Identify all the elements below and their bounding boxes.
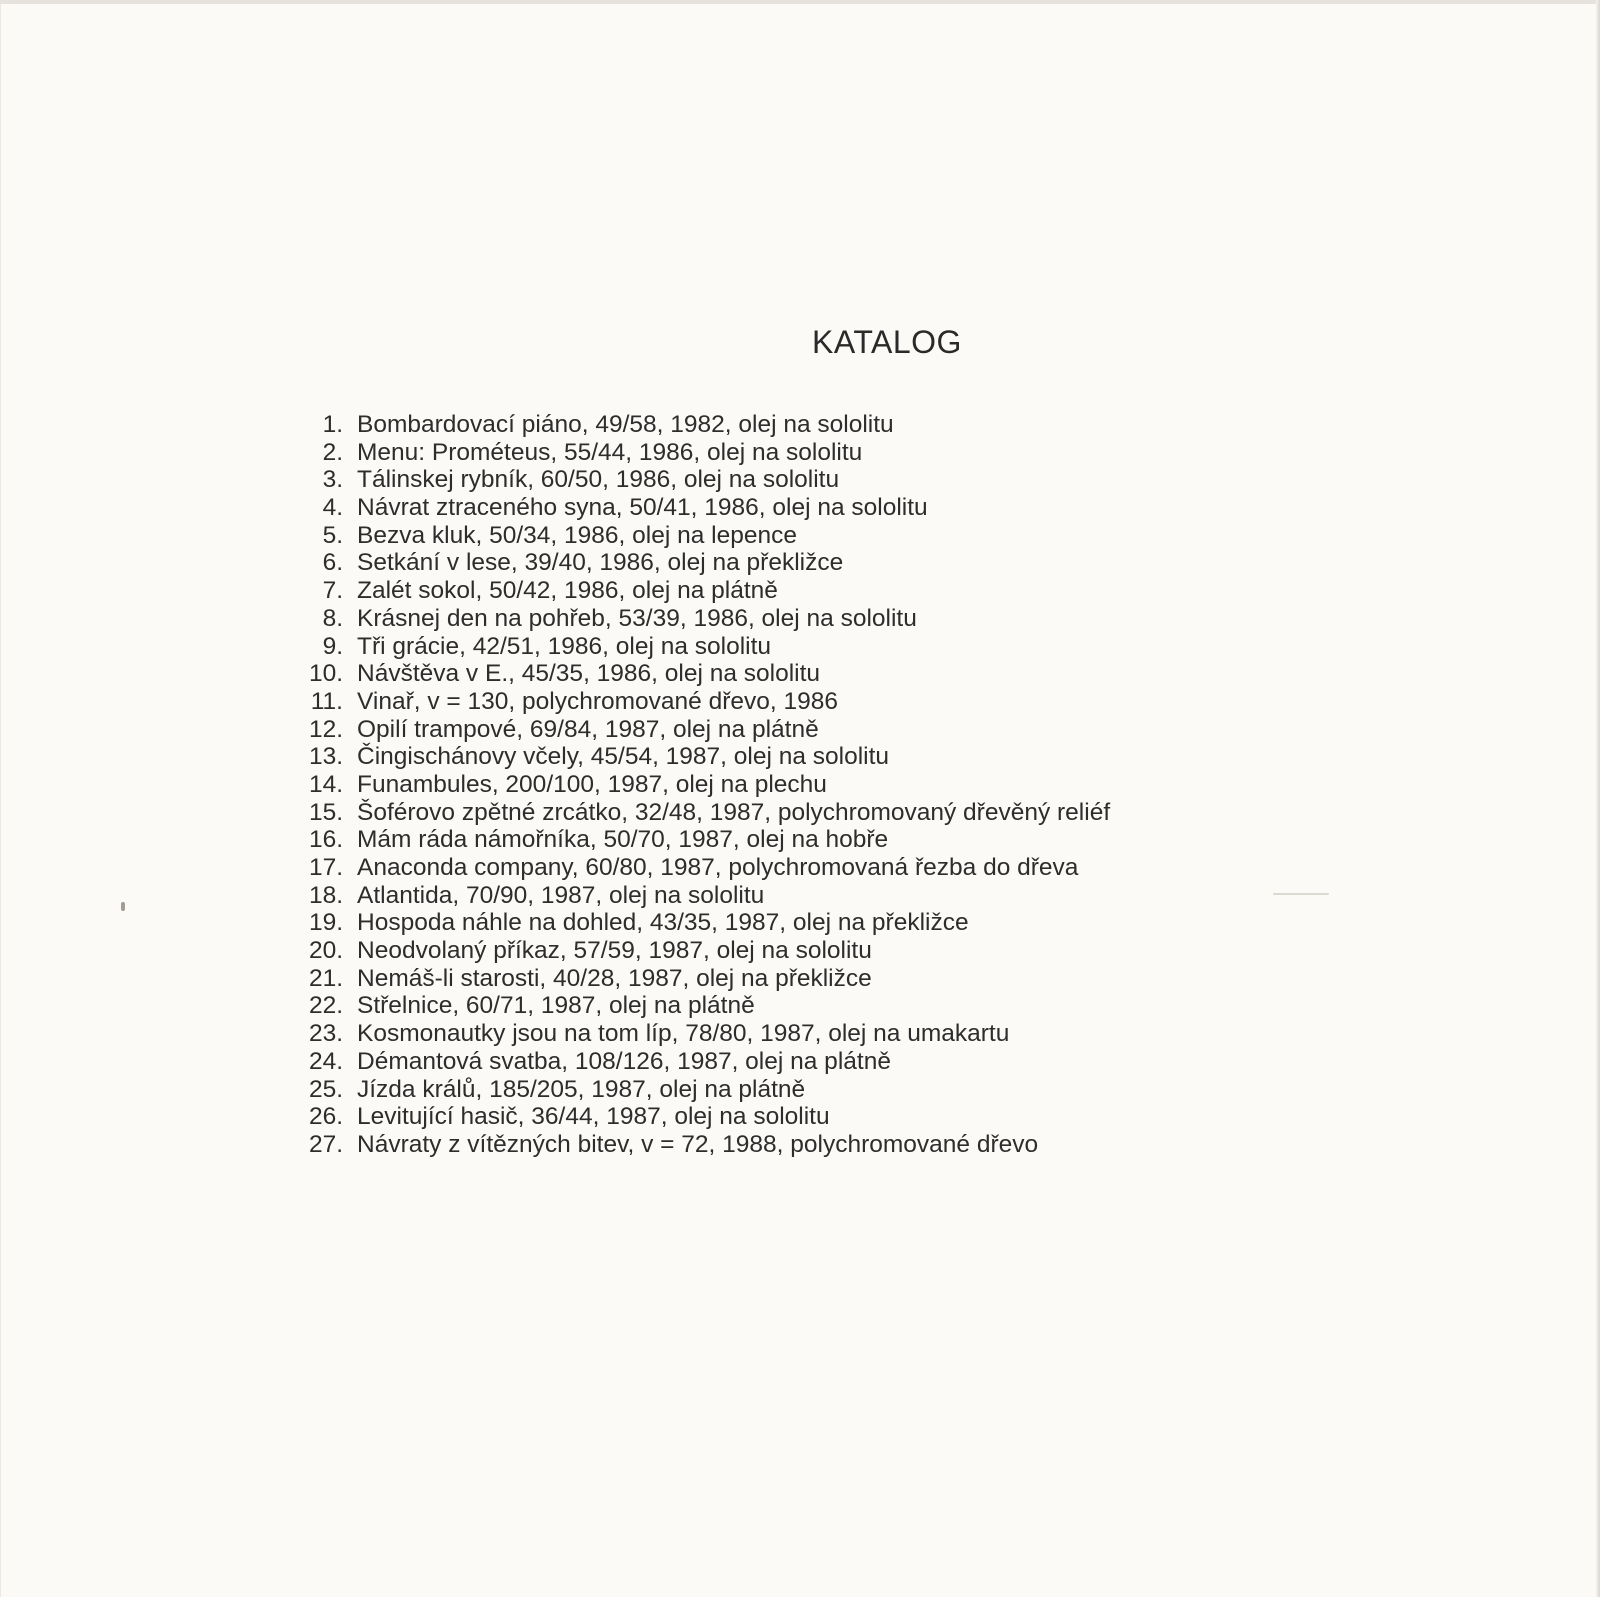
catalog-item-text: Návštěva v E., 45/35, 1986, olej na sololitu bbox=[357, 660, 821, 688]
catalog-item-text: Menu: Prométeus, 55/44, 1986, olej na sololitu bbox=[357, 438, 863, 466]
catalog-item-text: Tři grácie, 42/51, 1986, olej na sololitu bbox=[357, 632, 772, 660]
catalog-item-number: 23. bbox=[308, 1020, 343, 1048]
catalog-item-text: Levitující hasič, 36/44, 1987, olej na sololitu bbox=[357, 1103, 830, 1131]
catalog-item-number: 12. bbox=[308, 715, 343, 743]
catalog-item-number: 4. bbox=[322, 494, 343, 522]
catalog-item-number: 6. bbox=[322, 549, 343, 577]
catalog-item-text: Funambules, 200/100, 1987, olej na plechu bbox=[357, 770, 827, 798]
faint-pencil-mark bbox=[1273, 893, 1329, 895]
catalog-item bbox=[301, 743, 1110, 771]
catalog-item-number: 3. bbox=[322, 466, 343, 494]
catalog-item-number: 2. bbox=[322, 438, 343, 466]
catalog-item-number: 8. bbox=[322, 604, 343, 632]
catalog-item bbox=[301, 826, 1110, 854]
catalog-item-number: 18. bbox=[308, 881, 343, 909]
catalog-item bbox=[301, 716, 1110, 744]
catalog-page bbox=[0, 4, 1599, 1597]
catalog-item-number: 14. bbox=[308, 770, 343, 798]
catalog-item-number: 20. bbox=[308, 937, 343, 965]
catalog-item-text: Bombardovací piáno, 49/58, 1982, olej na sololitu bbox=[357, 411, 894, 438]
catalog-item-text: Anaconda company, 60/80, 1987, polychromovaná řezba do dřeva bbox=[357, 854, 1079, 881]
catalog-item-number: 22. bbox=[308, 992, 343, 1020]
catalog-item-number: 24. bbox=[308, 1047, 343, 1075]
catalog-item-number: 16. bbox=[308, 826, 343, 854]
catalog-item-number: 13. bbox=[308, 743, 343, 771]
catalog-item bbox=[301, 633, 1110, 661]
catalog-item-text: Mám ráda námořníka, 50/70, 1987, olej na hobře bbox=[357, 826, 889, 854]
catalog-item bbox=[301, 1103, 1110, 1131]
catalog-item-text: Opilí trampové, 69/84, 1987, olej na plátně bbox=[357, 715, 819, 743]
catalog-item-number: 1. bbox=[322, 411, 343, 438]
catalog-item-text: Šoférovo zpětné zrcátko, 32/48, 1987, polychromovaný dřevěný reliéf bbox=[357, 798, 1111, 826]
catalog-item bbox=[301, 494, 1110, 522]
page-edge bbox=[1596, 0, 1600, 1597]
catalog-item-number: 15. bbox=[308, 798, 343, 826]
catalog-item-text: Vinař, v = 130, polychromované dřevo, 1986 bbox=[357, 687, 839, 715]
catalog-item-text: Démantová svatba, 108/126, 1987, olej na plátně bbox=[357, 1047, 891, 1075]
catalog-item bbox=[301, 549, 1110, 577]
catalog-item bbox=[301, 466, 1110, 494]
catalog-item-number: 9. bbox=[322, 632, 343, 660]
catalog-item-number: 7. bbox=[322, 577, 343, 605]
catalog-item-text: Atlantida, 70/90, 1987, olej na sololitu bbox=[357, 881, 765, 909]
catalog-item bbox=[301, 1048, 1110, 1076]
page-title: KATALOG bbox=[812, 324, 962, 360]
paper-speck bbox=[121, 902, 125, 911]
catalog-item-text: Jízda králů, 185/205, 1987, olej na plátně bbox=[357, 1075, 806, 1103]
catalog-list bbox=[301, 411, 1110, 1159]
catalog-item-text: Čingischánovy včely, 45/54, 1987, olej na sololitu bbox=[357, 743, 890, 771]
catalog-item-number: 19. bbox=[308, 909, 343, 937]
catalog-item-text: Návraty z vítězných bitev, v = 72, 1988, polychromované dřevo bbox=[357, 1130, 1039, 1158]
catalog-item-number: 17. bbox=[308, 854, 343, 881]
catalog-item-text: Hospoda náhle na dohled, 43/35, 1987, olej na překližce bbox=[357, 909, 969, 937]
catalog-item bbox=[301, 577, 1110, 605]
catalog-item bbox=[301, 1020, 1110, 1048]
catalog-item-text: Návrat ztraceného syna, 50/41, 1986, olej na sololitu bbox=[357, 494, 928, 522]
catalog-item-number: 27. bbox=[308, 1130, 343, 1158]
catalog-item bbox=[301, 1076, 1110, 1104]
catalog-item bbox=[301, 771, 1110, 799]
catalog-item-number: 5. bbox=[322, 521, 343, 549]
catalog-item-number: 21. bbox=[308, 964, 343, 992]
catalog-item-text: Zalét sokol, 50/42, 1986, olej na plátně bbox=[357, 577, 778, 605]
catalog-item-number: 11. bbox=[310, 687, 343, 715]
catalog-item-number: 25. bbox=[308, 1075, 343, 1103]
catalog-item bbox=[301, 688, 1110, 716]
catalog-item-number: 26. bbox=[308, 1103, 343, 1131]
catalog-item bbox=[301, 992, 1110, 1020]
catalog-item bbox=[301, 605, 1110, 633]
catalog-item-number: 10. bbox=[308, 660, 343, 688]
catalog-item-text: Střelnice, 60/71, 1987, olej na plátně bbox=[357, 992, 755, 1020]
catalog-item bbox=[301, 965, 1110, 993]
catalog-item bbox=[301, 882, 1110, 910]
catalog-item-text: Kosmonautky jsou na tom líp, 78/80, 1987, olej na umakartu bbox=[357, 1020, 1010, 1048]
catalog-item bbox=[301, 411, 1110, 439]
catalog-item bbox=[301, 660, 1110, 688]
catalog-item bbox=[301, 1131, 1110, 1159]
catalog-item bbox=[301, 439, 1110, 467]
catalog-item-text: Tálinskej rybník, 60/50, 1986, olej na sololitu bbox=[357, 466, 840, 494]
catalog-item-text: Nemáš-li starosti, 40/28, 1987, olej na překližce bbox=[357, 964, 872, 992]
catalog-item bbox=[301, 522, 1110, 550]
catalog-item-text: Krásnej den na pohřeb, 53/39, 1986, olej na sololitu bbox=[357, 604, 917, 632]
catalog-item-text: Setkání v lese, 39/40, 1986, olej na překližce bbox=[357, 549, 844, 577]
catalog-item bbox=[301, 937, 1110, 965]
catalog-item bbox=[301, 799, 1110, 827]
catalog-item-text: Bezva kluk, 50/34, 1986, olej na lepence bbox=[357, 521, 797, 549]
catalog-item bbox=[301, 909, 1110, 937]
catalog-item bbox=[301, 854, 1110, 882]
catalog-item-text: Neodvolaný příkaz, 57/59, 1987, olej na sololitu bbox=[357, 937, 872, 965]
